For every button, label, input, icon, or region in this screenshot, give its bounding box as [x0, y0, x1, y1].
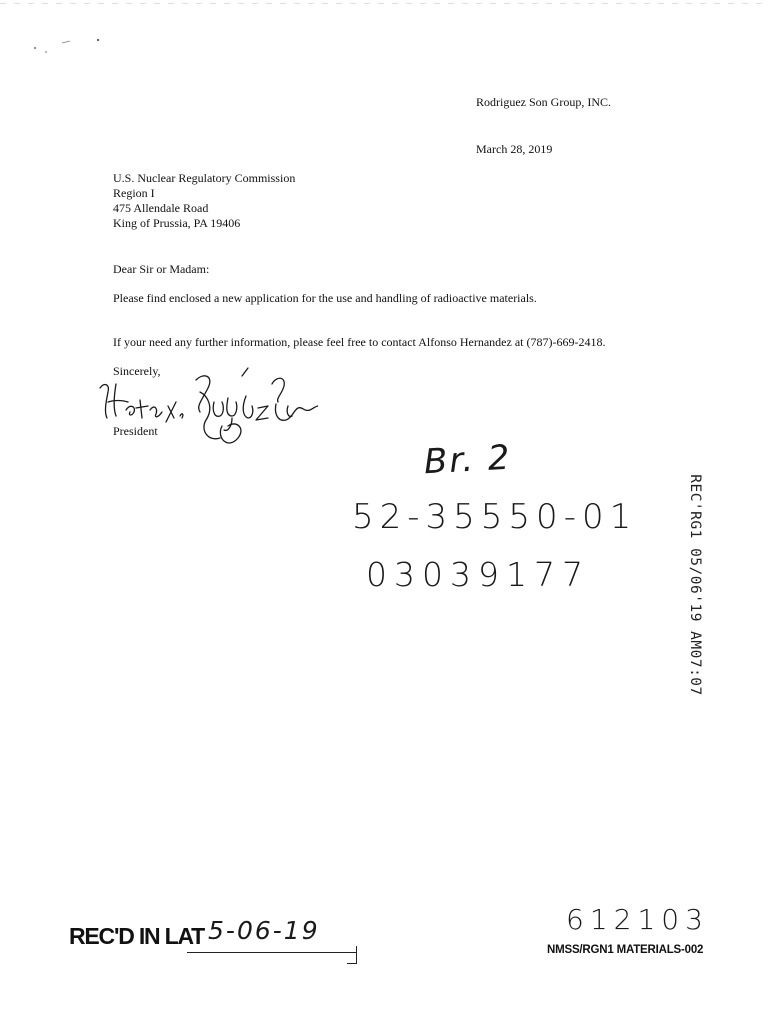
recipient-line-1: U.S. Nuclear Regulatory Commission [113, 171, 296, 185]
recipient-line-3: 475 Allendale Road [113, 201, 209, 215]
received-mark [356, 946, 357, 964]
materials-stamp: NMSS/RGN1 MATERIALS-002 [547, 944, 704, 956]
handwritten-control-number: 612103 [566, 903, 709, 936]
handwritten-signature [96, 362, 318, 450]
handwritten-mail-control-number: 03039177 [366, 555, 590, 594]
received-region-stamp-text: REC'RG1 05/06'19 AM07:07 [687, 474, 703, 696]
scan-specks [28, 34, 108, 54]
recipient-line-4: King of Prussia, PA 19406 [113, 216, 241, 230]
letter-date: March 28, 2019 [476, 142, 553, 156]
scan-edge-artifact [0, 3, 770, 4]
recipient-line-2: Region I [113, 186, 155, 200]
body-paragraph-1: Please find enclosed a new application for the use and handling of radioactive materials. [113, 291, 537, 305]
received-in-lat-stamp [69, 916, 320, 958]
closing: Sincerely, [113, 364, 161, 378]
received-label: REC'D IN LAT [69, 923, 205, 949]
handwritten-docket-number: 52-35550-01 [352, 497, 638, 537]
received-date-underline [187, 952, 357, 953]
received-date: 5-06-19 [208, 916, 320, 945]
sender-company: Rodriguez Son Group, INC. [476, 95, 611, 109]
salutation: Dear Sir or Madam: [113, 262, 210, 276]
signer-title: President [113, 424, 158, 438]
body-paragraph-2: If your need any further information, please feel free to contact Alfonso Hernandez at (787)-669-2418. [113, 335, 606, 349]
received-region-stamp [681, 474, 709, 696]
handwritten-branch-note: Br. 2 [423, 437, 513, 483]
received-mark-base [347, 963, 357, 964]
recipient-address [113, 171, 295, 231]
